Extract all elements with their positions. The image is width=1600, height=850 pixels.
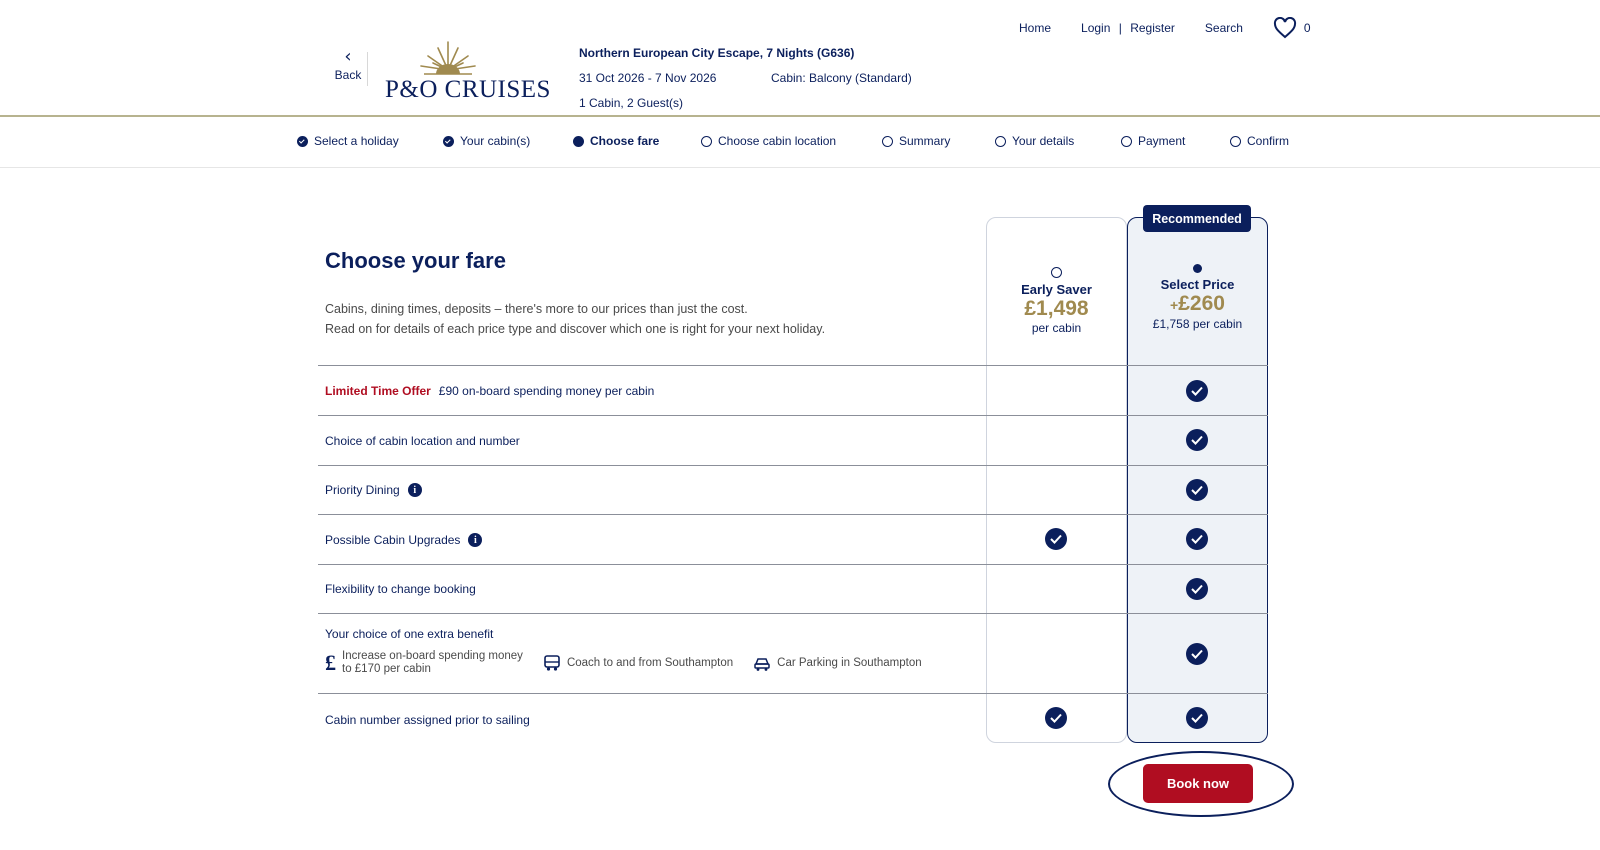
fare-name: Early Saver [1021, 282, 1092, 297]
feature-row-label [325, 713, 530, 727]
filled-circle-icon [573, 136, 584, 147]
step-label: Choose cabin location [718, 134, 837, 148]
step-label: Your details [1012, 134, 1075, 148]
favourites-count: 0 [1303, 21, 1311, 35]
fare-name: Select Price [1160, 277, 1235, 292]
step-payment[interactable] [1121, 134, 1185, 148]
book-now-button[interactable]: Book now [1143, 764, 1253, 803]
intro-text-line1: Cabins, dining times, deposits – there's more to our prices than just the cost. [325, 302, 748, 316]
trip-guests: 1 Cabin, 2 Guest(s) [579, 96, 684, 110]
step-label: Summary [899, 134, 951, 148]
feature-row-label [325, 384, 654, 398]
trip-dates: 31 Oct 2026 - 7 Nov 2026 [579, 71, 717, 85]
row-divider [318, 365, 1268, 366]
row-divider [318, 415, 1268, 416]
register-link[interactable]: Register [1130, 21, 1175, 35]
check-icon [1045, 528, 1067, 550]
step-confirm[interactable] [1230, 134, 1289, 148]
intro-text-line2: Read on for details of each price type and discover which one is right for your next holiday. [325, 322, 826, 336]
empty-circle-icon [701, 136, 712, 147]
check-circle-icon [297, 136, 308, 147]
car-icon [753, 654, 771, 672]
feature-row-label [325, 434, 520, 448]
check-icon [1045, 707, 1067, 729]
early-saver-header[interactable] [986, 267, 1127, 335]
check-circle-icon [443, 136, 454, 147]
feature-text: Flexibility to change booking [325, 582, 476, 596]
nav-separator: | [1118, 21, 1122, 35]
feature-text: Priority Dining [325, 483, 400, 497]
benefit-text: to £170 per cabin [342, 663, 431, 675]
po-cruises-logo[interactable] [383, 40, 551, 104]
empty-circle-icon [1121, 136, 1132, 147]
step-label: Confirm [1247, 134, 1290, 148]
account-links [1081, 21, 1175, 35]
step-label: Your cabin(s) [460, 134, 531, 148]
check-icon [1186, 707, 1208, 729]
favourites-button[interactable] [1273, 17, 1311, 39]
header-divider [367, 52, 368, 86]
heart-icon [1273, 17, 1297, 39]
row-divider [318, 613, 1268, 614]
select-price-radio[interactable] [1193, 264, 1202, 273]
info-icon[interactable]: i [468, 533, 482, 547]
step-label: Select a holiday [314, 134, 399, 148]
top-nav [1019, 17, 1311, 39]
extra-benefits [325, 650, 942, 676]
home-link[interactable]: Home [1019, 21, 1052, 35]
limited-offer-tag: Limited Time Offer [325, 384, 431, 398]
header-rule [0, 115, 1600, 117]
back-label: Back [334, 68, 362, 82]
info-icon[interactable]: i [408, 483, 422, 497]
benefit-text: Coach to and from Southampton [566, 657, 734, 669]
feature-text: £90 on-board spending money per cabin [438, 384, 655, 398]
check-icon [1186, 528, 1208, 550]
feature-row-label [325, 627, 493, 641]
login-link[interactable]: Login [1081, 21, 1111, 35]
benefit-coach [543, 654, 733, 672]
chevron-left-icon: ‹ [344, 46, 352, 67]
steps-rule [0, 167, 1600, 168]
coach-icon [543, 654, 561, 672]
fare-subtext: £1,758 per cabin [1152, 317, 1243, 331]
check-icon [1186, 578, 1208, 600]
benefit-text: Car Parking in Southampton [777, 657, 922, 669]
row-divider [318, 514, 1268, 515]
step-label: Payment [1138, 134, 1186, 148]
pound-icon: £ [325, 650, 336, 675]
benefit-parking [753, 654, 921, 672]
step-choose-fare[interactable] [573, 134, 659, 148]
trip-title: Northern European City Escape, 7 Nights (G636) [579, 46, 855, 60]
feature-text: Cabin number assigned prior to sailing [325, 713, 530, 727]
back-button[interactable] [328, 46, 368, 82]
fare-price: £1,498 [1024, 297, 1089, 320]
feature-row-label [325, 483, 422, 497]
check-icon [1186, 479, 1208, 501]
step-choose-cabin-location[interactable] [701, 134, 836, 148]
step-summary[interactable] [882, 134, 950, 148]
empty-circle-icon [995, 136, 1006, 147]
benefit-text: Increase on-board spending money [342, 650, 523, 662]
fare-price-amount: £260 [1178, 292, 1225, 315]
fare-subtext: per cabin [1031, 321, 1082, 335]
trip-cabin: Cabin: Balcony (Standard) [771, 71, 912, 85]
logo-wordmark: P&O CRUISES [385, 76, 551, 103]
recommended-badge: Recommended [1143, 205, 1251, 232]
empty-circle-icon [1230, 136, 1241, 147]
feature-text: Possible Cabin Upgrades [325, 533, 461, 547]
step-your-cabins[interactable] [443, 134, 530, 148]
check-icon [1186, 429, 1208, 451]
check-icon [1186, 643, 1208, 665]
page-title: Choose your fare [325, 248, 506, 273]
step-your-details[interactable] [995, 134, 1074, 148]
feature-text: Your choice of one extra benefit [325, 627, 494, 641]
feature-text: Choice of cabin location and number [325, 434, 520, 448]
row-divider [318, 693, 1268, 694]
row-divider [318, 564, 1268, 565]
early-saver-radio[interactable] [1051, 267, 1062, 278]
select-price-header[interactable] [1127, 264, 1268, 331]
feature-row-label [325, 582, 476, 596]
step-label: Choose fare [590, 134, 660, 148]
empty-circle-icon [882, 136, 893, 147]
fare-price [1127, 292, 1268, 317]
step-select-holiday[interactable] [297, 134, 399, 148]
search-link[interactable]: Search [1204, 21, 1243, 35]
row-divider [318, 465, 1268, 466]
check-icon [1186, 380, 1208, 402]
feature-row-label [325, 533, 482, 547]
fare-price-plus: + [1170, 297, 1179, 313]
benefit-spending-money [325, 650, 523, 676]
